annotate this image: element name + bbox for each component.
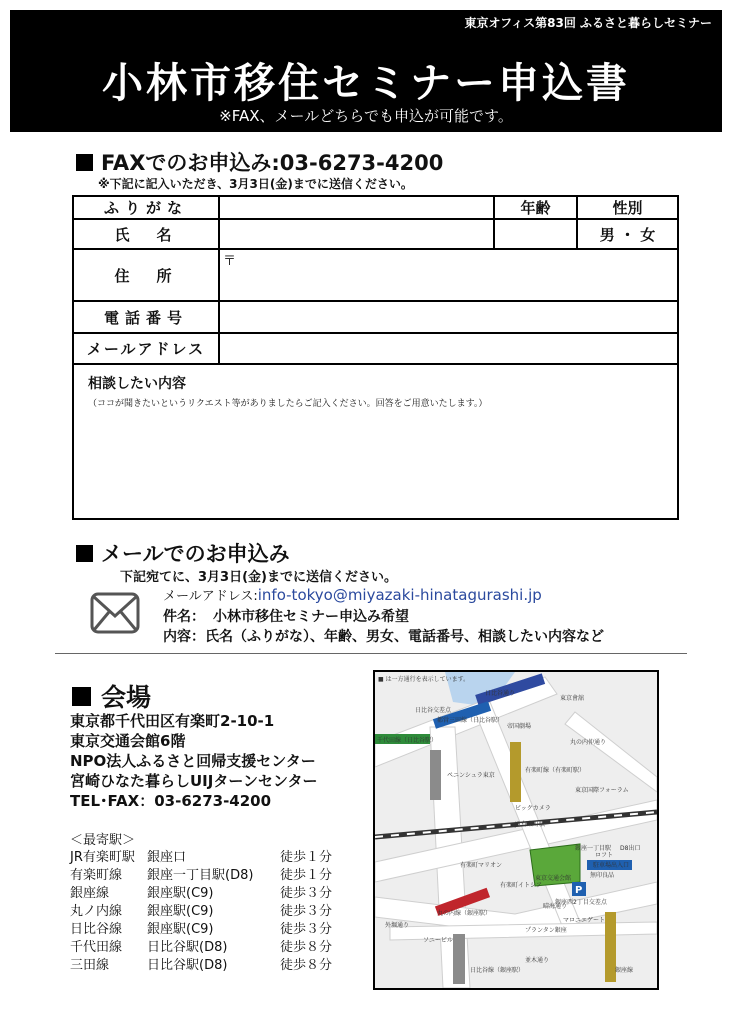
- svg-text:日比谷線（銀座駅）: 日比谷線（銀座駅）: [470, 967, 525, 974]
- email-label: メールアドレス: [73, 333, 219, 364]
- svg-text:JR有楽町駅: JR有楽町駅: [515, 821, 545, 828]
- venue-line: NPO法人ふるさと回帰支援センター: [70, 752, 316, 770]
- name-field[interactable]: [219, 219, 494, 249]
- svg-text:東京會舘: 東京會舘: [560, 695, 585, 702]
- svg-text:東京交通会館: 東京交通会館: [535, 875, 572, 882]
- svg-text:都営三田線（日比谷駅）: 都営三田線（日比谷駅）: [437, 717, 504, 724]
- venue-line: 東京都千代田区有楽町2-10-1: [70, 712, 275, 730]
- svg-text:マロニエゲート: マロニエゲート: [563, 917, 606, 924]
- station-row: 千代田線 日比谷駅(D8) 徒歩８分: [70, 940, 333, 955]
- gender-options[interactable]: 男 ・ 女: [577, 219, 678, 249]
- svg-text:日比谷交差点: 日比谷交差点: [415, 707, 452, 714]
- stations-heading: ＜最寄駅＞: [70, 833, 136, 848]
- station-row: 銀座線 銀座駅(C9) 徒歩３分: [70, 886, 333, 901]
- svg-text:有楽町イトシア: 有楽町イトシア: [500, 882, 543, 889]
- station-row: 有楽町線 銀座一丁目駅(D8) 徒歩１分: [70, 868, 333, 883]
- consult-note: （ココが聞きたいというリクエスト等がありましたらご記入ください。回答をご用意いたします。）: [88, 399, 488, 409]
- venue-heading: 会場: [72, 678, 151, 714]
- fax-heading: FAXでのお申込み:03-6273-4200: [76, 147, 443, 177]
- venue-line: TEL･FAX：03-6273-4200: [70, 792, 272, 810]
- svg-text:有楽町線（有楽町駅）: 有楽町線（有楽町駅）: [525, 767, 586, 774]
- square-bullet-icon: [76, 545, 93, 562]
- phone-field[interactable]: [219, 301, 678, 333]
- svg-text:銀座線: 銀座線: [615, 967, 634, 974]
- mail-note: 下記宛てに、3月3日(金)までに送信ください。: [120, 570, 397, 585]
- station-list: [70, 849, 332, 975]
- svg-text:銀座西2丁目交差点: 銀座西2丁目交差点: [555, 899, 607, 906]
- svg-text:ビックカメラ: ビックカメラ: [515, 805, 551, 812]
- address-field[interactable]: [219, 249, 678, 301]
- svg-text:D8出口: D8出口: [620, 845, 641, 852]
- svg-text:日比谷通り: 日比谷通り: [485, 690, 516, 697]
- station-row: 三田線 日比谷駅(D8) 徒歩８分: [70, 958, 333, 973]
- svg-text:ソニービル: ソニービル: [423, 937, 453, 944]
- furigana-label: ふりがな: [73, 196, 219, 219]
- postal-mark: 〒: [223, 254, 237, 269]
- venue-line: 宮崎ひなた暮らしUIJターンセンター: [70, 772, 318, 790]
- svg-text:千代田線（日比谷駅）: 千代田線（日比谷駅）: [377, 737, 438, 744]
- name-label: 氏 名: [73, 219, 219, 249]
- age-field[interactable]: [494, 219, 577, 249]
- page-title: 小林市移住セミナー申込書: [102, 59, 630, 107]
- svg-text:外堀通り: 外堀通り: [385, 922, 410, 929]
- age-label: 年齢: [494, 196, 577, 219]
- square-bullet-icon: [76, 154, 93, 171]
- station-row: JR有楽町駅 銀座口 徒歩１分: [70, 850, 333, 865]
- envelope-icon: [90, 592, 140, 634]
- furigana-field[interactable]: [219, 196, 494, 219]
- map-legend: ■ は一方通行を表示しています。: [378, 676, 470, 683]
- svg-text:晴海通り: 晴海通り: [543, 903, 568, 910]
- svg-text:銀座一丁目駅: 銀座一丁目駅: [575, 845, 612, 852]
- map-drawing: [375, 672, 657, 988]
- station-row: 丸ノ内線 銀座駅(C9) 徒歩３分: [70, 904, 333, 919]
- phone-label: 電話番号: [73, 301, 219, 333]
- email-field[interactable]: [219, 333, 678, 364]
- section-divider: [55, 653, 687, 654]
- svg-text:無印良品: 無印良品: [590, 872, 615, 879]
- header-banner: [10, 10, 722, 132]
- svg-text:丸の内仲通り: 丸の内仲通り: [570, 739, 607, 746]
- svg-text:東京国際フォーラム: 東京国際フォーラム: [575, 787, 629, 794]
- svg-text:有楽町マリオン: 有楽町マリオン: [460, 862, 502, 869]
- station-row: 日比谷線 銀座駅(C9) 徒歩３分: [70, 922, 333, 937]
- venue-address: [70, 711, 317, 811]
- address-label: 住 所: [73, 249, 219, 301]
- square-bullet-icon: [72, 687, 91, 706]
- fax-note: ※下記に記入いただき、3月3日(金)までに送信ください。: [98, 177, 413, 191]
- consult-field[interactable]: [73, 364, 678, 519]
- svg-text:帝国劇場: 帝国劇場: [507, 723, 532, 730]
- consult-title: 相談したい内容: [88, 376, 186, 392]
- venue-map: [373, 670, 659, 990]
- header-subtitle: ※FAX、メールどちらでも申込が可能です。: [219, 107, 513, 125]
- svg-text:プランタン銀座: プランタン銀座: [525, 927, 567, 934]
- svg-text:並木通り: 並木通り: [525, 957, 550, 964]
- svg-text:丸の内線（銀座駅）: 丸の内線（銀座駅）: [437, 910, 492, 917]
- svg-text:駐車場出入口: 駐車場出入口: [593, 862, 630, 869]
- mail-address-row: メールアドレス:info-tokyo@miyazaki-hinatagurashi.jp: [163, 586, 542, 604]
- email-link[interactable]: info-tokyo@miyazaki-hinatagurashi.jp: [257, 586, 542, 604]
- mail-heading: メールでのお申込み: [76, 538, 290, 568]
- mail-subject-row: 件名： 小林市移住セミナー申込み希望: [163, 609, 409, 625]
- venue-line: 東京交通会館6階: [70, 732, 186, 750]
- svg-text:ロフト: ロフト: [595, 852, 614, 859]
- gender-label: 性別: [577, 196, 678, 219]
- svg-text:P: P: [575, 885, 583, 896]
- application-form: [72, 195, 679, 520]
- mail-content-row: 内容：氏名（ふりがな）、年齢、男女、電話番号、相談したい内容など: [163, 629, 604, 645]
- seminar-series: 東京オフィス第83回 ふるさと暮らしセミナー: [464, 16, 712, 30]
- svg-text:ペニンシュラ東京: ペニンシュラ東京: [447, 772, 495, 779]
